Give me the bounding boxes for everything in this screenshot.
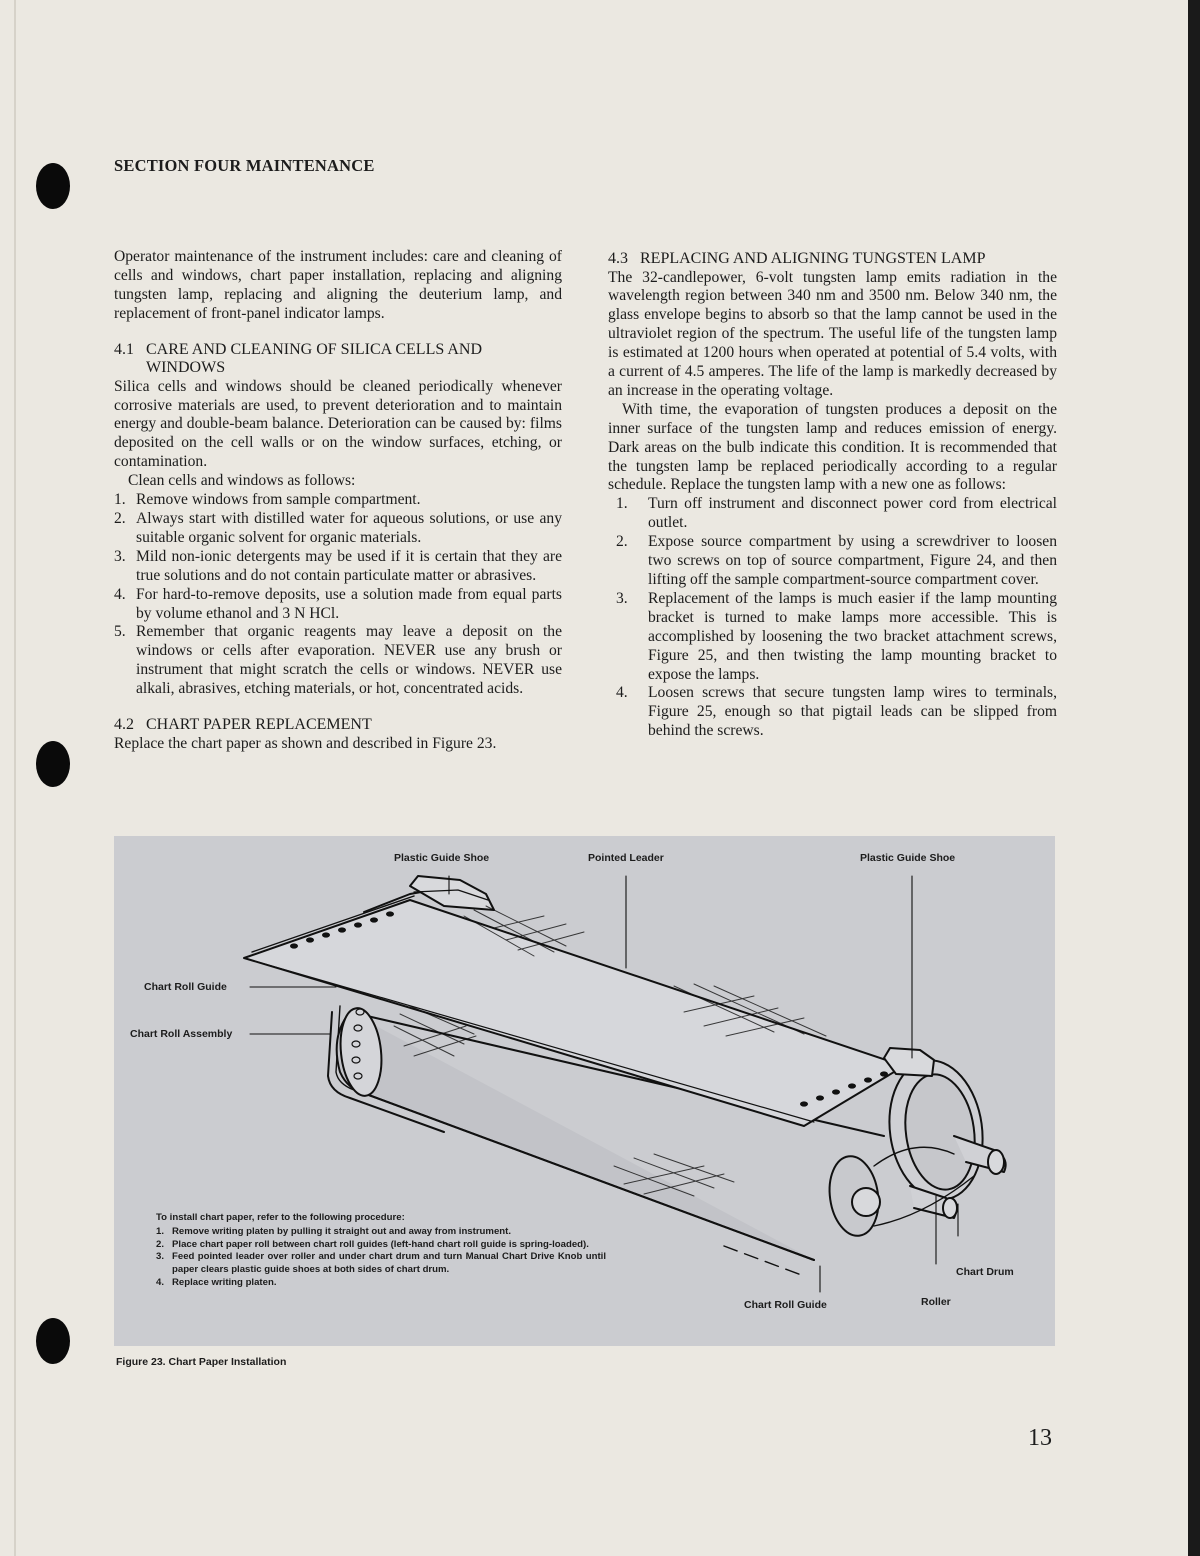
section-4-1-body: Silica cells and windows should be cleaned periodically whenever corrosive materials are used, to prevent deterioration and to maintain energy and double-beam balance. Deterioration can be caused by: films deposited on the cell walls or on the window surfaces, etching, or contamination. <box>114 377 562 471</box>
section-number: 4.2 <box>114 716 134 734</box>
figure-instructions <box>156 1212 606 1290</box>
lamp-steps <box>608 495 1057 741</box>
list-item: 3. Replacement of the lamps is much easier if the lamp mounting bracket is turned to make lamps more accessible. This is accomplished by loosening the two bracket attachment screws, Figure 25, and then twisting the lamp mounting bracket to expose the lamps. <box>616 589 1057 683</box>
section-title: SECTION FOUR MAINTENANCE <box>114 156 375 175</box>
list-item: 3. Feed pointed leader over roller and under chart drum and turn Manual Chart Drive Knob until paper clears plastic guide shoes at both sides of chart drum. <box>156 1251 606 1276</box>
section-4-1-heading <box>114 341 562 378</box>
page-edge <box>14 0 16 1556</box>
list-item: 2. Expose source compartment by using a screwdriver to loosen two screws on top of source compartment, Figure 24, and then lifting off the sample compartment-source compartment cover. <box>616 533 1057 588</box>
instruction-steps <box>156 1226 606 1290</box>
list-item: 4. Replace writing platen. <box>156 1276 277 1288</box>
section-4-1-lead: Clean cells and windows as follows: <box>128 472 356 490</box>
list-item: 4. For hard-to-remove deposits, use a solution made from equal parts by volume ethanol and 3 N HCl. <box>114 585 562 622</box>
list-item: 2. Always start with distilled water for aqueous solutions, or use any suitable organic solvent for organic materials. <box>114 509 562 546</box>
label-pointed-leader: Pointed Leader <box>588 852 664 864</box>
label-chart-roll-guide-left: Chart Roll Guide <box>144 981 227 993</box>
label-roller: Roller <box>921 1296 951 1308</box>
section-number: 4.1 <box>114 340 134 358</box>
list-item: 1. Turn off instrument and disconnect power cord from electrical outlet. <box>616 495 1057 532</box>
list-item: 5. Remember that organic reagents may leave a deposit on the windows or cells after evaporation. NEVER use any brush or instrument that might scratch the cells or windows. NEVER use alkali, abrasives, etching materials, or hot, concentrated acids. <box>114 623 562 698</box>
page-number: 13 <box>1028 1425 1052 1451</box>
label-chart-roll-assembly: Chart Roll Assembly <box>130 1028 233 1040</box>
binder-hole <box>36 163 70 209</box>
section-4-3-body-2: With time, the evaporation of tungsten produces a deposit on the inner surface of the tungsten lamp and reduces emission of energy. Dark areas on the bulb indicate this condition. It is recommended that the tungsten lamp be replaced periodically according to a regular schedule. Replace the tungsten lamp with a new one as follows: <box>608 400 1057 494</box>
binder-hole <box>36 741 70 787</box>
label-plastic-guide-shoe-left: Plastic Guide Shoe <box>394 852 490 864</box>
list-item: 1. Remove writing platen by pulling it straight out and away from instrument. <box>156 1225 512 1237</box>
section-4-2-heading <box>114 716 562 735</box>
intro-paragraph: Operator maintenance of the instrument includes: care and cleaning of cells and windows, chart paper installation, replacing and aligning tungsten lamp, replacing and aligning the deuterium lamp, and replacement of front-panel indicator lamps. <box>114 248 562 322</box>
cleaning-steps <box>114 491 562 699</box>
section-4-2-body: Replace the chart paper as shown and described in Figure 23. <box>114 734 497 752</box>
section-4-3-heading <box>608 250 1057 269</box>
list-item: 2. Place chart paper roll between chart roll guides (left-hand chart roll guide is spring-loaded). <box>156 1238 589 1250</box>
list-item: 3. Mild non-ionic detergents may be used if it is certain that they are true solutions and do not contain particulate matter or abrasives. <box>114 547 562 584</box>
list-item: 4. Loosen screws that secure tungsten lamp wires to terminals, Figure 25, enough so that pigtail leads can be slipped from behind the screws. <box>616 684 1057 740</box>
left-column <box>114 248 562 753</box>
section-heading-text: CHART PAPER REPLACEMENT <box>146 716 372 734</box>
figure-caption: Figure 23. Chart Paper Installation <box>116 1356 287 1368</box>
binder-hole <box>36 1318 70 1364</box>
list-item: 1. Remove windows from sample compartment. <box>114 491 421 509</box>
label-plastic-guide-shoe-right: Plastic Guide Shoe <box>860 852 956 864</box>
label-chart-drum: Chart Drum <box>956 1266 1014 1278</box>
right-column <box>608 250 1057 741</box>
instructions-intro: To install chart paper, refer to the following procedure: <box>156 1212 405 1223</box>
label-chart-roll-guide-bottom: Chart Roll Guide <box>744 1299 827 1311</box>
section-number: 4.3 <box>608 250 628 267</box>
figure-23 <box>114 836 1055 1346</box>
section-4-3-body-1: The 32-candlepower, 6-volt tungsten lamp emits radiation in the wavelength region between 340 nm and 3500 nm. Below 340 nm, the glass envelope begins to absorb so that the lamp cannot be used in the ultraviolet region of the spectrum. The useful life of the tungsten lamp is estimated at 1200 hours when operated at potential of 5.4 volts, with a current of 4.5 amperes. The life of the lamp is markedly decreased by an increase in the operating voltage. <box>608 268 1057 399</box>
section-heading-text: REPLACING AND ALIGNING TUNGSTEN LAMP <box>640 250 986 267</box>
section-heading-text: CARE AND CLEANING OF SILICA CELLS AND WINDOWS <box>146 340 483 377</box>
